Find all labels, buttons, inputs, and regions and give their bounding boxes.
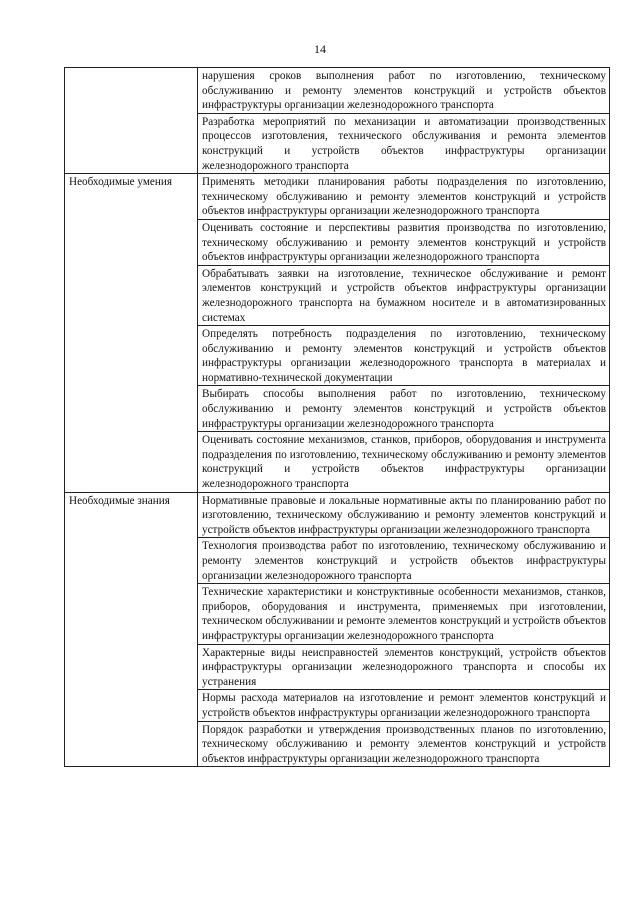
table-cell: Определять потребность подразделения по изготовлению, техническому обслуживанию и ремонту элементов конструкций и устройств объектов инфраструктуры организации железнодорожного транспорта в материалах и нормативно-технической документации xyxy=(198,326,610,386)
table-cell: Нормы расхода материалов на изготовление и ремонт элементов конструкций и устройств объектов инфраструктуры организации железнодорожного транспорта xyxy=(198,690,610,721)
page-number: 14 xyxy=(314,42,326,56)
table-cell: Выбирать способы выполнения работ по изготовлению, техническому обслуживанию и ремонту элементов конструкций и устройств объектов инфраструктуры организации железнодорожного транспорта xyxy=(198,386,610,432)
table-row xyxy=(65,174,610,220)
table-cell: Разработка мероприятий по механизации и автоматизации производственных процессов изготовления, технического обслуживания и ремонта элементов конструкций и устройств объектов инфраструктуры организации железнодорожного транспорта xyxy=(198,113,610,173)
table-row xyxy=(65,492,610,538)
row-label-continuation xyxy=(65,68,198,174)
table-cell: Порядок разработки и утверждения производственных планов по изготовлению, техническому обслуживанию и ремонту элементов конструкций и устройств объектов инфраструктуры организации железнодорожного транспорта xyxy=(198,721,610,767)
row-label-required-skills: Необходимые умения xyxy=(65,174,198,492)
competency-table xyxy=(64,67,610,767)
table-cell: Оценивать состояние и перспективы развития производства по изготовлению, техническому обслуживанию и ремонту элементов конструкций и устройств объектов инфраструктуры организации железнодорожного транспорта xyxy=(198,219,610,265)
table-cell: Обрабатывать заявки на изготовление, техническое обслуживание и ремонт элементов конструкций и устройств объектов инфраструктуры организации железнодорожного транспорта на бумажном носителе и в автоматизированных системах xyxy=(198,265,610,325)
table-cell: Нормативные правовые и локальные нормативные акты по планированию работ по изготовлению, техническому обслуживанию и ремонту элементов конструкций и устройств объектов инфраструктуры организации железнодорожного транспорта xyxy=(198,492,610,538)
table-cell: Технические характеристики и конструктивные особенности механизмов, станков, приборов, оборудования и инструмента, применяемых при изготовлении, техническом обслуживании и ремонте элементов конструкций и устройств объектов инфраструктуры организации железнодорожного транспорта xyxy=(198,584,610,644)
table-cell: Технология производства работ по изготовлению, техническому обслуживанию и ремонту элементов конструкций и устройств объектов инфраструктуры организации железнодорожного транспорта xyxy=(198,538,610,584)
table-cell: Оценивать состояние механизмов, станков, приборов, оборудования и инструмента подразделения по изготовлению, техническому обслуживанию и ремонту элементов конструкций и устройств объектов инфраструктуры организации железнодорожного транспорта xyxy=(198,432,610,492)
row-label-required-knowledge: Необходимые знания xyxy=(65,492,198,767)
table-cell: Характерные виды неисправностей элементов конструкций, устройств объектов инфраструктуры организации железнодорожного транспорта и способы их устранения xyxy=(198,644,610,690)
table-cell: Применять методики планирования работы подразделения по изготовлению, техническому обслуживанию и ремонту элементов конструкций и устройств объектов инфраструктуры организации железнодорожного транспорта xyxy=(198,174,610,220)
table-row xyxy=(65,68,610,114)
table-cell: нарушения сроков выполнения работ по изготовлению, техническому обслуживанию и ремонту элементов конструкций и устройств объектов инфраструктуры организации железнодорожного транспорта xyxy=(198,68,610,114)
